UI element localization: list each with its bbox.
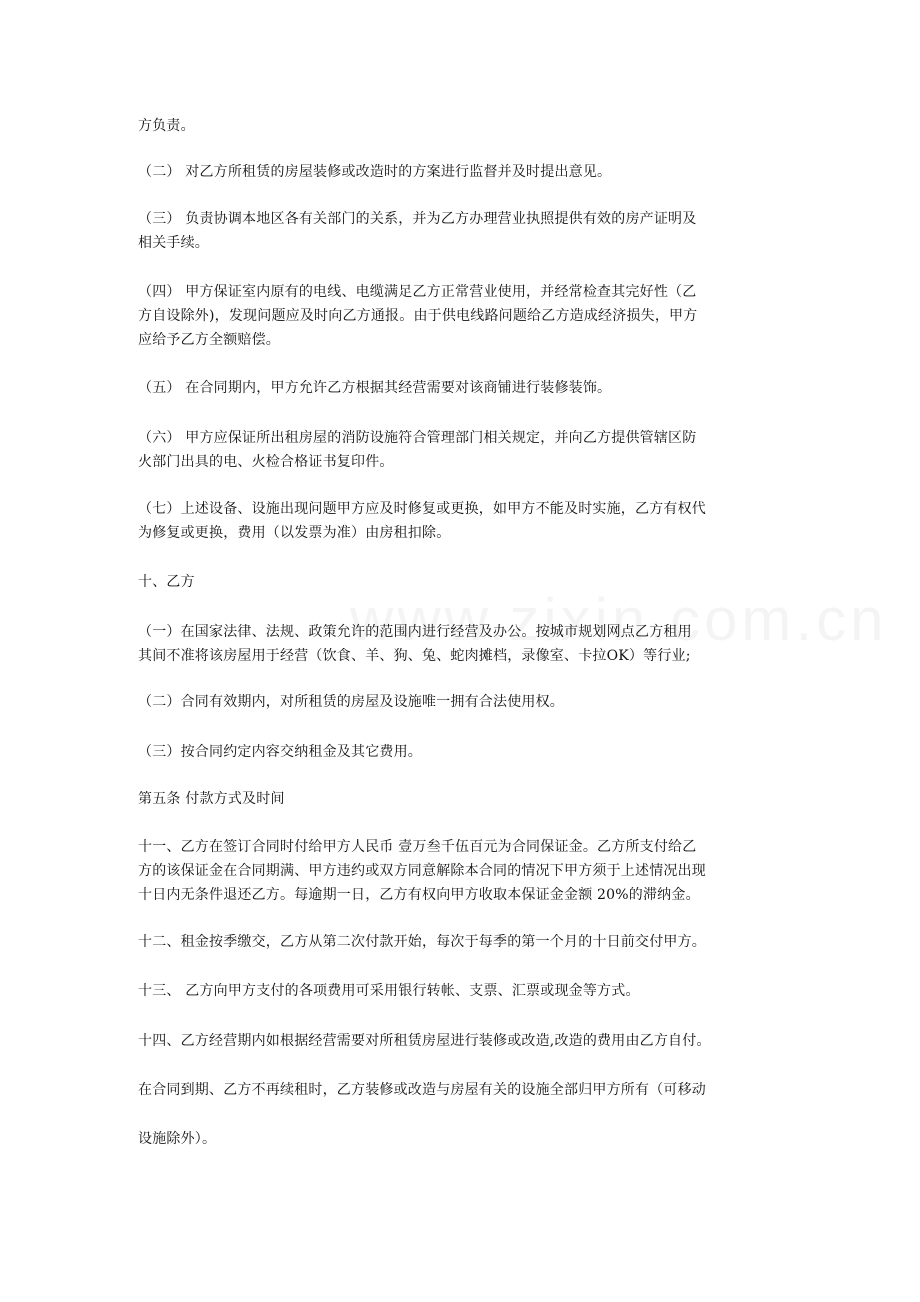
text-line: 十二、租金按季缴交，乙方从第二次付款开始，每次于每季的第一个月的十日前交付甲方。 xyxy=(138,934,706,950)
text-line: 相关手续。 xyxy=(138,235,209,251)
paragraph-clause-14-end xyxy=(138,1127,786,1151)
text-line: （五） 在合同期内，甲方允许乙方根据其经营需要对该商铺进行装修装饰。 xyxy=(138,380,612,396)
text-line: 应给予乙方全额赔偿。 xyxy=(138,332,280,348)
text-line: （七）上述设备、设施出现问题甲方应及时修复或更换，如甲方不能及时实施，乙方有权代 xyxy=(138,501,706,517)
paragraph-clause-5 xyxy=(138,376,786,400)
paragraph-clause-14-continued xyxy=(138,1078,786,1102)
text-line: （一）在国家法律、法规、政策允许的范围内进行经营及办公。按城市规划网点乙方租用 xyxy=(138,624,692,640)
paragraph-clause-2 xyxy=(138,160,786,184)
paragraph-party-b-1 xyxy=(138,620,786,668)
text-line: 第五条 付款方式及时间 xyxy=(138,791,285,807)
text-line: 方负责。 xyxy=(138,118,195,134)
paragraph-party-b-3 xyxy=(138,740,786,764)
text-line: 方的该保证金在合同期满、甲方违约或双方同意解除本合同的情况下甲方须于上述情况出现 xyxy=(138,863,706,879)
text-line: （三）按合同约定内容交纳租金及其它费用。 xyxy=(138,744,422,760)
text-line: （二） 对乙方所租赁的房屋装修或改造时的方案进行监督并及时提出意见。 xyxy=(138,164,612,180)
paragraph-continuation xyxy=(138,114,786,138)
paragraph-clause-7 xyxy=(138,497,786,545)
text-line: 在合同到期、乙方不再续租时，乙方装修或改造与房屋有关的设施全部归甲方所有（可移动 xyxy=(138,1082,706,1098)
paragraph-clause-3 xyxy=(138,207,786,255)
paragraph-clause-12 xyxy=(138,930,786,954)
section-heading-party-b xyxy=(138,570,786,594)
text-line: （六） 甲方应保证所出租房屋的消防设施符合管理部门相关规定，并向乙方提供管辖区防 xyxy=(138,430,697,446)
text-line: 十、乙方 xyxy=(138,574,195,590)
article-heading-5 xyxy=(138,787,786,811)
text-line: 十三、 乙方向甲方支付的各项费用可采用银行转帐、支票、汇票或现金等方式。 xyxy=(138,983,640,999)
text-line: 十一、乙方在签订合同时付给甲方人民币 壹万叁千伍百元为合同保证金。乙方所支付给乙 xyxy=(138,839,697,855)
text-line: （四） 甲方保证室内原有的电线、电缆满足乙方正常营业使用，并经常检查其完好性（乙 xyxy=(138,284,697,300)
text-line: 为修复或更换，费用（以发票为准）由房租扣除。 xyxy=(138,525,451,541)
text-line: 十四、乙方经营期内如根据经营需要对所租赁房屋进行装修或改造,改造的费用由乙方自付。 xyxy=(138,1033,711,1049)
text-line: （二）合同有效期内，对所租赁的房屋及设施唯一拥有合法使用权。 xyxy=(138,694,564,710)
paragraph-party-b-2 xyxy=(138,690,786,714)
paragraph-clause-11 xyxy=(138,835,786,907)
text-line: 方自设除外)，发现问题应及时向乙方通报。由于供电线路问题给乙方造成经济损失，甲方 xyxy=(138,308,698,324)
text-line: 火部门出具的电、火检合格证书复印件。 xyxy=(138,454,394,470)
paragraph-clause-4 xyxy=(138,280,786,352)
text-line: （三） 负责协调本地区各有关部门的关系，并为乙方办理营业执照提供有效的房产证明及 xyxy=(138,211,697,227)
paragraph-clause-6 xyxy=(138,426,786,474)
paragraph-clause-13 xyxy=(138,979,786,1003)
paragraph-clause-14 xyxy=(138,1029,786,1053)
text-line: 十日内无条件退还乙方。每逾期一日，乙方有权向甲方收取本保证金金额 20%的滞纳金。 xyxy=(138,887,700,903)
text-line: 设施除外）。 xyxy=(138,1131,217,1147)
text-line: 其间不准将该房屋用于经营（饮食、羊、狗、兔、蛇肉摊档，录像室、卡拉OK）等行业; xyxy=(138,648,691,664)
